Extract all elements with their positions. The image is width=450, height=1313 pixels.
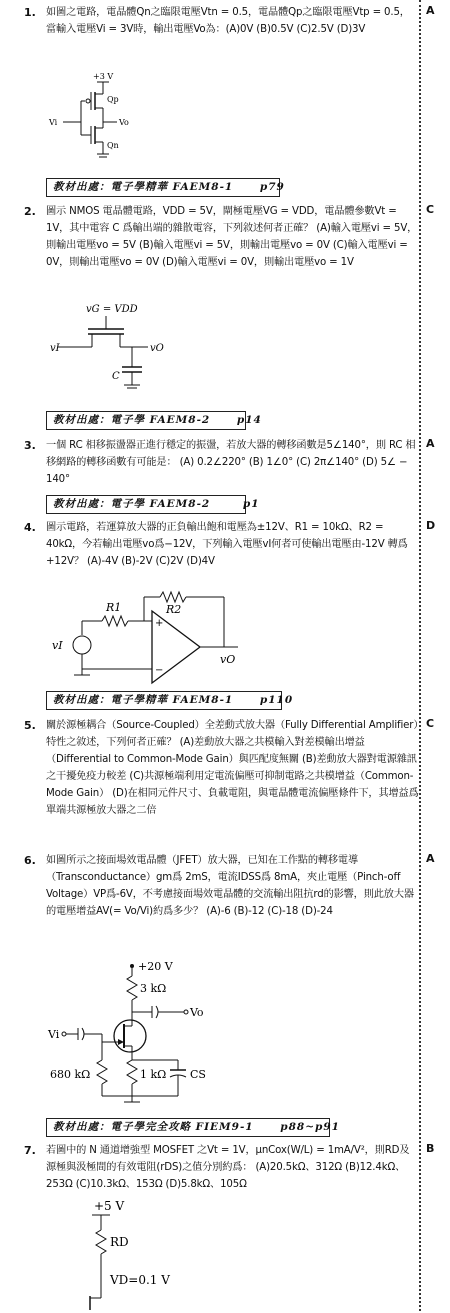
- source-page: p88~p91: [280, 1121, 340, 1133]
- question-number: 6.: [24, 854, 36, 867]
- rg-label: 680 kΩ: [50, 1068, 91, 1081]
- answer-key: A: [426, 852, 435, 865]
- figure-schmitt-trigger: [48, 583, 248, 693]
- source-box: [46, 495, 260, 514]
- source-page: p14: [236, 414, 262, 426]
- question-number: 3.: [24, 439, 36, 452]
- source-text: 教材出處：電子學完全攻略 FIEM9-1: [53, 1121, 254, 1133]
- r2-label: R2: [166, 603, 182, 616]
- vi-label: vI: [52, 639, 63, 652]
- minus-sign: −: [155, 665, 164, 676]
- figure-nmos-switch: [48, 301, 188, 396]
- vg-label: vG = VDD: [86, 304, 138, 315]
- qp-label: Qp: [107, 95, 119, 104]
- question-text: 若圖中的 N 通道增強型 MOSFET 之Vt = 1V，μnCox(W/L) = 1mA/V²，則RD及源極與汲極間的有效電阻(rDS)之值分別約爲： (A)20.5kΩ、312Ω (B)12.4kΩ、253Ω (C)10.3kΩ、153Ω (D)5.8kΩ、105Ω: [46, 1145, 410, 1190]
- source-page: p110: [259, 694, 294, 706]
- question-text: 圖示電路，若運算放大器的正負輸出飽和電壓為±12V、R1 = 10kΩ、R2 = 40kΩ，今若輸出電壓vo爲−12V，下列輸入電壓vI何者可使輸出電壓由-12V 轉爲+12V？ (A)-4V (B)-2V (C)2V (D)4V: [46, 522, 408, 567]
- column-divider: [419, 0, 421, 1311]
- source-page: p1: [242, 498, 260, 510]
- question-text: 一個 RC 相移振盪器正進行穩定的振盪，若放大器的轉移函數是5∠140°，則 RC 相移網路的轉移函數有可能是： (A) 0.2∠220° (B) 1∠0° (C) 2π∠140° (D) 5∠ − 140°: [46, 440, 416, 485]
- question-text: 如圖之電路，電晶體Qn之臨限電壓Vtn = 0.5，電晶體Qp之臨限電壓Vtp = 0.5，當輸入電壓Vi = 3V時，輸出電壓Vo為：(A)0V (B)0.5V (C)2.5V (D)3V: [46, 7, 410, 35]
- question-text: 關於源極耦合（Source-Coupled）全差動式放大器（Fully Differential Amplifier）特性之敘述，下列何者正確？ (A)差動放大器之共模輸入對差模輸出增益（Differential to Common-Mode Gain）與匹配度無關 (B)差動放大器對電源雜訊之干擾免疫力較差 (C)共源極端利用定電流偏壓可抑制電路之共模增益（Common-Mode Gain） (D)在相同元件尺寸、負載電阻，與電晶體電流偏壓條件下，其增益爲單端共源極放大器之二倍: [46, 720, 419, 816]
- vdd-label: +3 V: [93, 72, 114, 81]
- rd-label: 3 kΩ: [140, 982, 167, 995]
- rs-label: 1 kΩ: [140, 1068, 167, 1081]
- vdd-label: +20 V: [138, 960, 173, 973]
- vo-label: vO: [220, 653, 236, 666]
- source-text: 教材出處：電子學精華 FAEM8-1: [53, 694, 234, 706]
- source-box: [46, 411, 262, 430]
- source-box: [46, 691, 294, 710]
- answer-key: B: [426, 1142, 435, 1155]
- vi-label: Vi: [49, 118, 58, 127]
- source-box: [46, 1118, 340, 1137]
- answer-key: A: [426, 437, 435, 450]
- question-number: 7.: [24, 1144, 36, 1157]
- answer-key: A: [426, 4, 435, 17]
- question-number: 5.: [24, 719, 36, 732]
- qn-label: Qn: [107, 141, 119, 150]
- source-box: [46, 178, 285, 197]
- plus-sign: +: [155, 618, 164, 629]
- vdd-label: +5 V: [94, 1199, 125, 1213]
- source-page: p79: [259, 181, 285, 193]
- vo-label: Vo: [119, 118, 129, 127]
- figure-cmos-inverter: [45, 70, 165, 165]
- source-text: 教材出處：電子學 FAEM8-2: [53, 414, 211, 426]
- figure-mosfet-circuit: [60, 1198, 210, 1313]
- vo-label: vO: [150, 343, 164, 354]
- figure-jfet-amplifier: [48, 956, 248, 1116]
- vo-label: Vo: [190, 1006, 204, 1019]
- question-number: 1.: [24, 6, 36, 19]
- answer-key: C: [426, 717, 435, 730]
- question-number: 4.: [24, 521, 36, 534]
- question-text: 圖示 NMOS 電晶體電路，VDD = 5V，閘極電壓VG = VDD，電晶體參數Vt = 1V，其中電容 C 爲輸出端的雜散電容，下列敘述何者正確？ (A)輸入電壓vi = 5V，則輸出電壓vo = 5V (B)輸入電壓vi = 5V，則輸出電壓vo = 0V (C)輸入電壓vi = 0V，則輸出電壓vo = 0V (D)輸入電壓vi = 0V，則輸出電壓vo = 1V: [46, 206, 418, 268]
- answer-key: C: [426, 203, 435, 216]
- r1-label: R1: [106, 601, 122, 614]
- vd-label: VD=0.1 V: [110, 1273, 170, 1287]
- source-text: 教材出處：電子學精華 FAEM8-1: [53, 181, 234, 193]
- vi-label: Vi: [48, 1028, 60, 1041]
- source-text: 教材出處：電子學 FAEM8-2: [53, 498, 211, 510]
- vi-label: vI: [50, 343, 60, 354]
- answer-key: D: [426, 519, 436, 532]
- rd-label: RD: [110, 1235, 129, 1249]
- c-label: C: [112, 371, 120, 382]
- question-number: 2.: [24, 205, 36, 218]
- question-text: 如圖所示之接面場效電晶體（JFET）放大器，已知在工作點的轉移電導（Transconductance）gm爲 2mS，電流IDSS爲 8mA，夾止電壓（Pinch-off Voltage）VP爲-6V，不考慮接面場效電晶體的交流輸出阻抗rd的影響，則此放大器的電壓增益AV(= Vo/Vi)約爲多少？ (A)-6 (B)-12 (C)-18 (D)-24: [46, 855, 414, 917]
- cs-label: CS: [190, 1068, 206, 1081]
